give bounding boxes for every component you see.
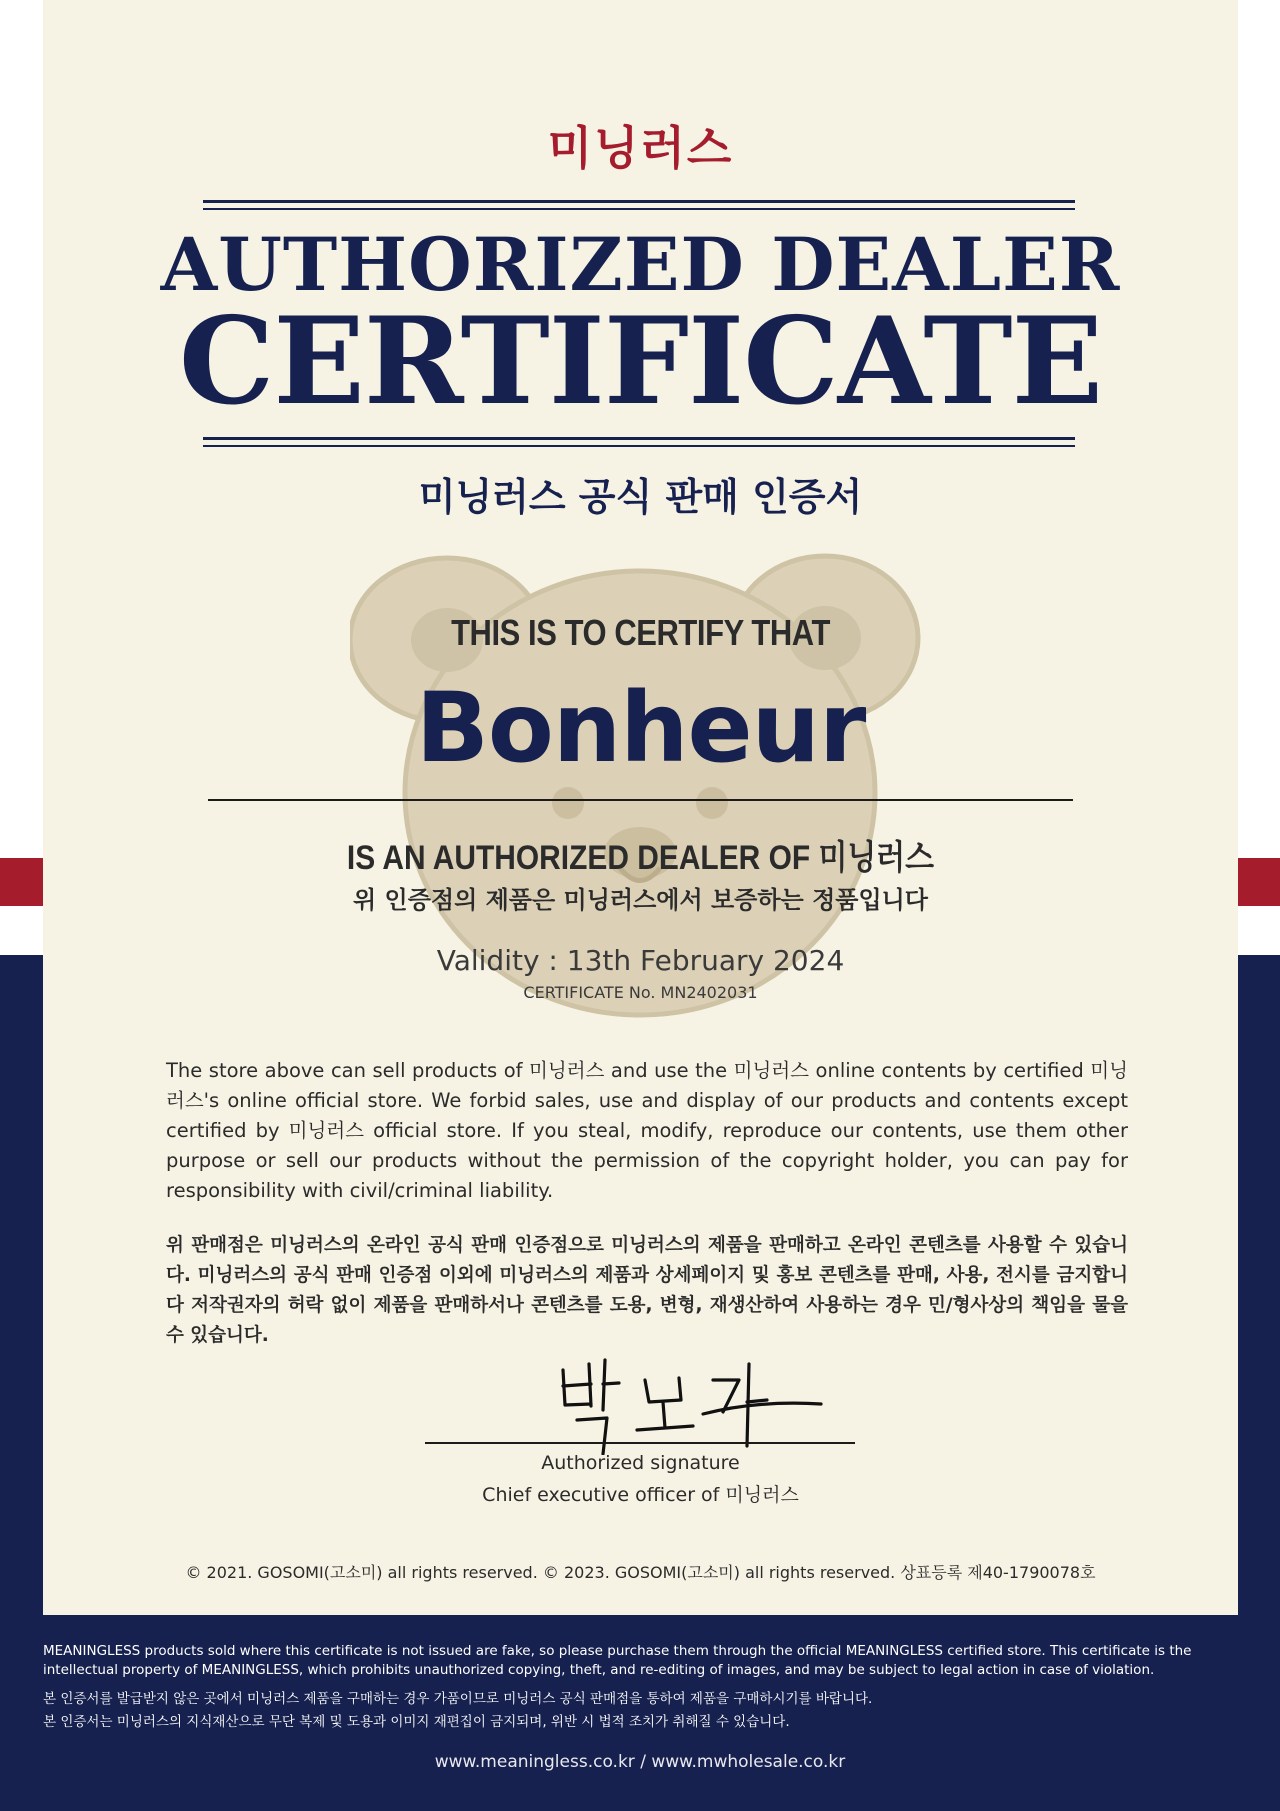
certificate-title-line1: AUTHORIZED DEALER (160, 222, 1121, 308)
certificate-number: CERTIFICATE No. MN2402031 (523, 983, 758, 1002)
left-red-stripe (0, 858, 43, 906)
footer-notice-en: MEANINGLESS products sold where this certificate is not issued are fake, so please purchase them through the official MEANINGLESS certified store. This certificate is the intellectual property of MEANINGLESS, which prohibits unauthorized copying, theft, and re-editing of images, and may be subject to legal action in case of violation. (43, 1643, 1192, 1678)
title-rule-top (203, 200, 1075, 203)
right-red-stripe (1237, 858, 1280, 906)
terms-korean: 위 판매점은 미닝러스의 온라인 공식 판매 인증점으로 미닝러스의 제품을 판매하고 온라인 콘텐츠를 사용할 수 있습니다. 미닝러스의 공식 판매 인증점 이외에 미닝러스의 제품과 상세페이지 및 홍보 콘텐츠를 판매, 사용, 전시를 금지합니다 저작권자의 허락 없이 제품을 판매하서나 콘텐츠를 도용, 변형, 재생산하여 사용하는 경우 민/형사상의 책임을 물을 수 있습니다. (166, 1235, 1128, 1346)
certificate-subtitle-kr: 미닝러스 공식 판매 인증서 (418, 475, 863, 519)
handwritten-signature (553, 1350, 833, 1455)
footer-urls[interactable]: www.meaningless.co.kr / www.mwholesale.co.kr (434, 1752, 846, 1772)
dealer-name-underline (208, 799, 1073, 801)
signature-line (425, 1442, 855, 1444)
genuine-statement-kr: 위 인증점의 제품은 미닝러스에서 보증하는 정품입니다 (352, 886, 928, 914)
copyright-notice: © 2021. GOSOMI(고소미) all rights reserved. © 2023. GOSOMI(고소미) all rights reserved. 상표등록 제40-1790078호 (185, 1563, 1096, 1582)
terms-english: The store above can sell products of 미닝러스 and use the 미닝러스 online contents by certified 미닝러스's online official store. We forbid sales, use and display of our products and contents except certified by 미닝러스 official store. If you steal, modify, reproduce our contents, use them other purpose or sell our products without the permission of the copyright holder, you can pay for responsibility with civil/criminal liability. (166, 1059, 1128, 1202)
signature-title: Chief executive officer of 미닝러스 (482, 1484, 799, 1506)
footer-notice-kr-2: 본 인증서는 미닝러스의 지식재산으로 무단 복제 및 도용과 이미지 재편집이 금지되며, 위반 시 법적 조치가 취해질 수 있습니다. (43, 1714, 790, 1730)
footer-notice-kr-1: 본 인증서를 발급받지 않은 곳에서 미닝러스 제품을 구매하는 경우 가품이므로 미닝러스 공식 판매점을 통하여 제품을 구매하시기를 바랍니다. (43, 1691, 873, 1707)
title-rule-bottom (203, 437, 1075, 440)
signature-label: Authorized signature (541, 1452, 740, 1474)
authorized-dealer-statement: IS AN AUTHORIZED DEALER OF 미닝러스 (346, 839, 935, 877)
validity-date: Validity : 13th February 2024 (436, 944, 845, 977)
certificate-title-line2: CERTIFICATE (178, 291, 1103, 432)
dealer-name: Bonheur (415, 672, 866, 784)
brand-name-top: 미닝러스 (547, 121, 734, 175)
certificate-paper (43, 0, 1238, 1615)
certify-label: THIS IS TO CERTIFY THAT (451, 612, 830, 653)
